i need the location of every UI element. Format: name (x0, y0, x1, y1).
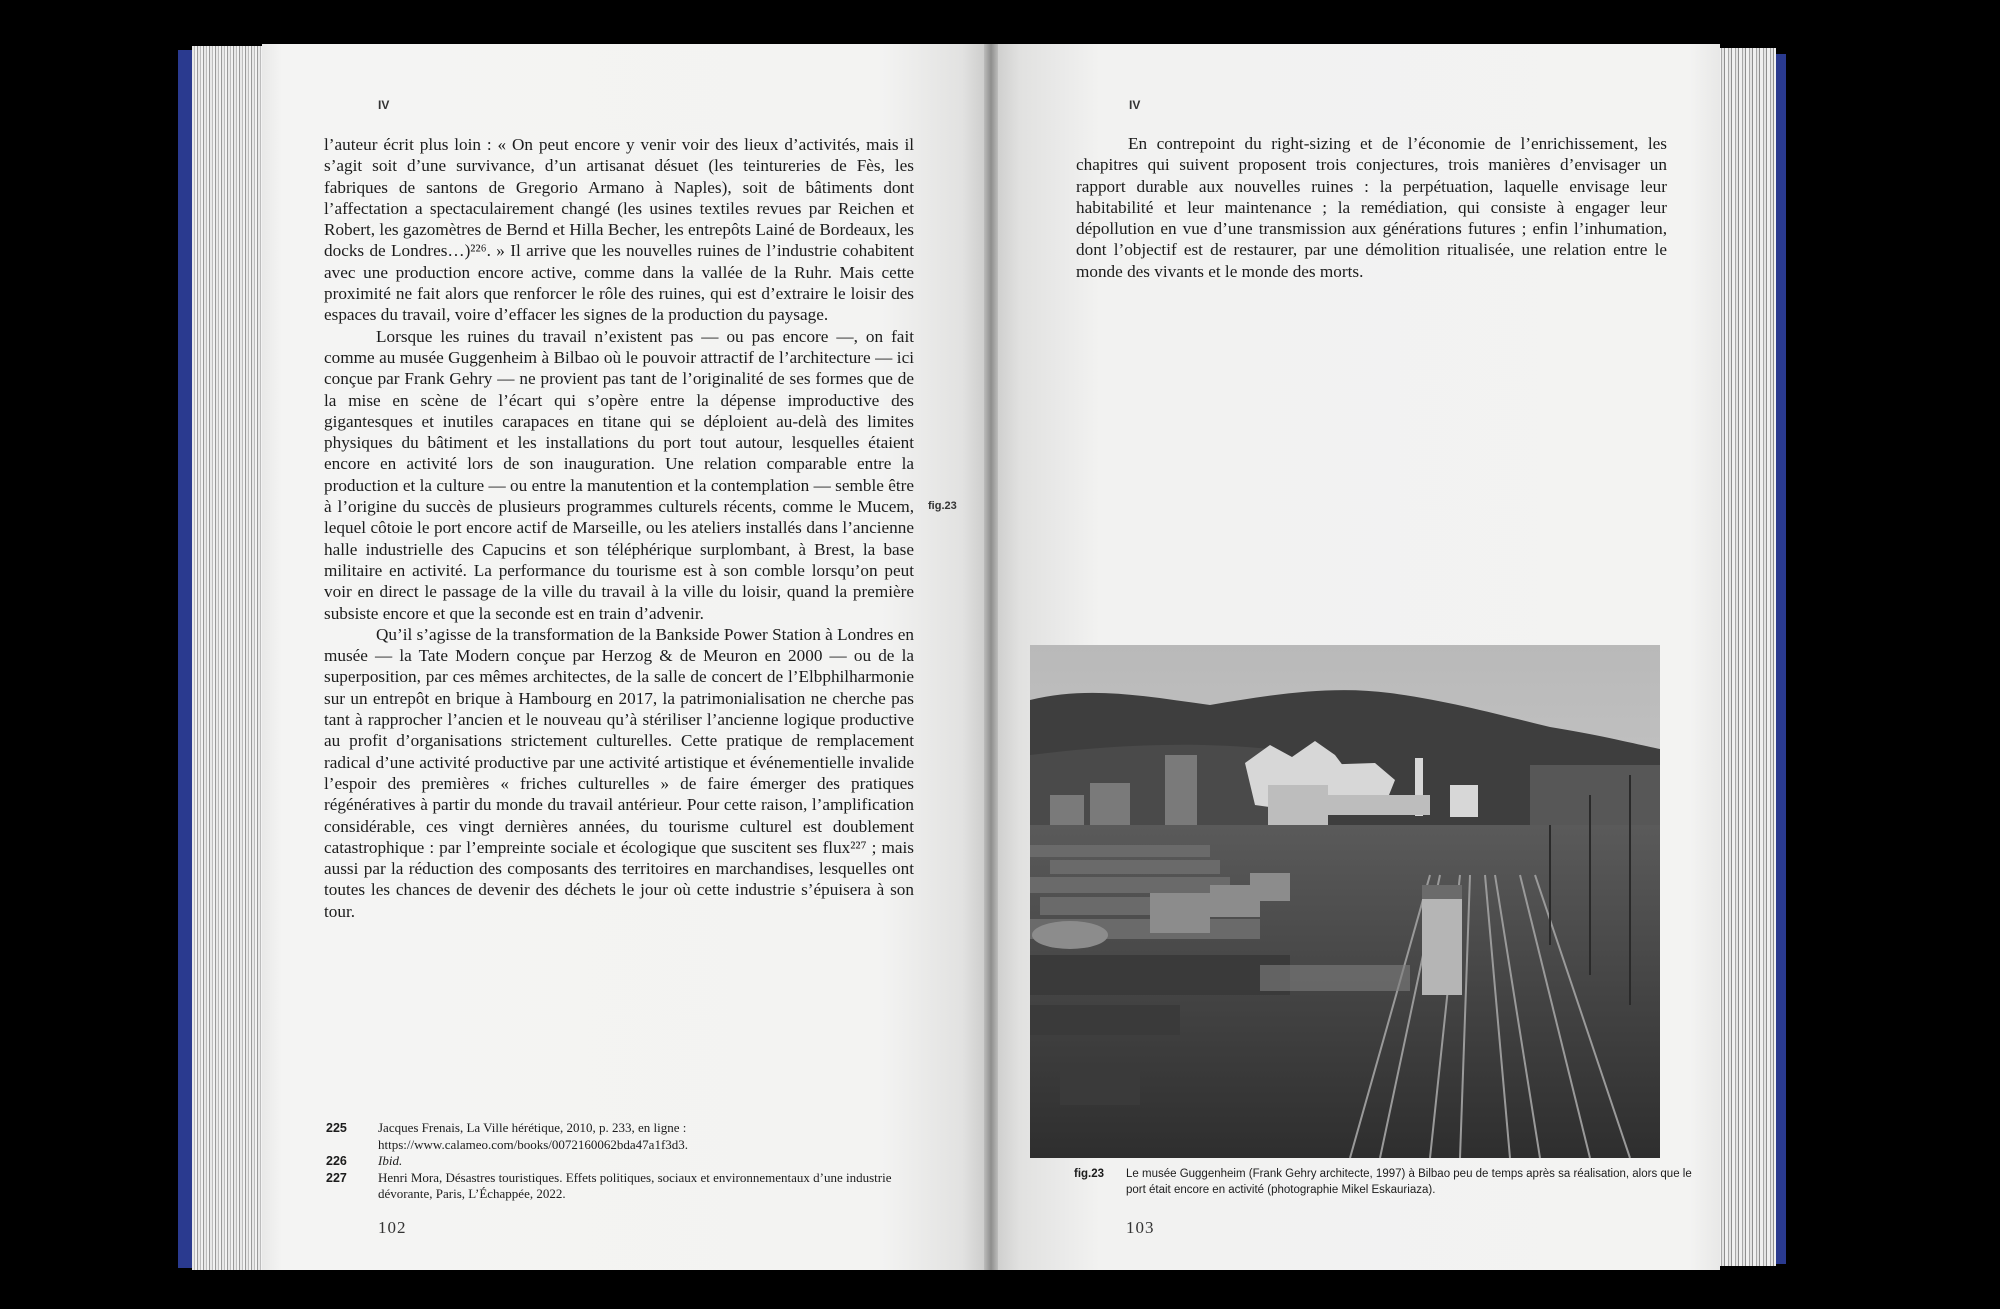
page-number-right: 103 (1126, 1218, 1155, 1237)
caption-text: Le musée Guggenheim (Frank Gehry architecte, 1997) à Bilbao peu de temps après sa réalisation, alors que le port était encore en activité (photographie Mikel Eskauriaza). (1126, 1168, 1692, 1196)
footnote (326, 1170, 916, 1203)
footnote-text: Ibid. (378, 1153, 403, 1168)
running-head-left: IV (378, 98, 390, 112)
footnote (326, 1120, 916, 1153)
figure-label: fig.23 (1074, 1168, 1105, 1180)
paragraph: Lorsque les ruines du travail n’existent pas — ou pas encore —, on fait comme au musée Guggenheim à Bilbao où le pouvoir attractif de l’architecture — ici conçue par Frank Gehry — ne provient pas tant de l’originalité de ses formes que de la mise en scène de l’écart qui s’opère entre la dépense improductive des gigantesques et inutiles carapaces en titane qui se déploient au-delà des limites physiques du bâtiment et les installations du port tout autour, lesquelles étaient encore en activité lors de son inauguration. Une relation comparable entre la production et la culture — ou entre la manutention et la contemplation — semble être à l’origine du succès de plusieurs programmes culturels récents, comme le Mucem, lequel côtoie le port encore actif de Marseille, ou les ateliers installés dans l’ancienne halle industrielle des Capucins et son téléphérique surplombant, à Brest, la base militaire en activité. La performance du tourisme est à son comble lorsqu’on peut voir en direct le passage de la ville du travail à la ville du loisir, quand la première subsiste encore et que la seconde est en train d’advenir. (324, 326, 914, 623)
paragraph: Qu’il s’agisse de la transformation de la Bankside Power Station à Londres en musée — la Tate Modern conçue par Herzog & de Meuron en 2000 — ou de la superposition, par ces mêmes architectes, de la salle de concert de l’Elbphilharmonie sur un entrepôt en brique à Hambourg en 2017, la patrimonialisation ne cherche pas tant à rapprocher l’ancien et le nouveau qu’à stériliser l’ancienne logique productive au profit d’organisations strictement culturelles. Cette pratique de remplacement radical d’une activité productive par une activité artistique et événementielle invalide l’espoir des premières « friches culturelles » de faire émerger des pratiques régénératives à partir du monde du travail antérieur. Pour cette raison, l’amplification considérable, ces vingt dernières années, du tourisme culturel est doublement catastrophique : par l’empreinte sociale et écologique que suscitent ses flux²²⁷ ; mais aussi par la réduction des composants des territoires en marchandises, lesquelles ont toutes les chances de devenir des déchets le jour où cette industrie s’épuisera à son tour. (324, 624, 914, 921)
footnote-text: Jacques Frenais, La Ville hérétique, 2010, p. 233, en ligne : https://www.calameo.com/books/0072160062bda47a1f3d3. (378, 1120, 689, 1152)
page-edges-right (1718, 48, 1776, 1266)
footnote (326, 1153, 916, 1170)
guggenheim-bilbao-photo (1030, 645, 1660, 1158)
running-head-right: IV (1129, 98, 1141, 112)
footnotes (326, 1120, 916, 1203)
footnote-number: 226 (326, 1154, 347, 1168)
footnote-number: 227 (326, 1170, 347, 1185)
paragraph: l’auteur écrit plus loin : « On peut encore y venir voir des lieux d’activités, mais il s’agit soit d’une survivance, d’un artisanat désuet (les teintureries de Fès, les fabriques de santons de Gregorio Armano à Naples), soit de bâtiments dont l’affectation a spectaculairement changé (les usines textiles revues par Reichen et Robert, les gazomètres de Bernd et Hilla Becher, les entrepôts Lainé de Bordeaux, les docks de Londres…)²²⁶. » Il arrive que les nouvelles ruines de l’industrie cohabitent avec une production encore active, comme dans la vallée de la Ruhr. Mais cette proximité ne fait alors que renforcer le rôle des ruines, qui est d’extraire le loisir des espaces du travail, voire d’effacer les signes de la production du paysage. (324, 135, 914, 325)
left-page-body (324, 134, 914, 922)
page-number-left: 102 (378, 1218, 407, 1237)
paragraph: En contrepoint du right-sizing et de l’économie de l’enrichissement, les chapitres qui suivent proposent trois conjectures, trois manières d’envisager un rapport durable aux nouvelles ruines : la perpétuation, laquelle envisage leur habitabilité et leur maintenance ; la remédiation, qui consiste à engager leur dépollution en vue d’une transmission aux générations futures ; enfin l’inhumation, dont l’objectif est de restaurer, par une démolition ritualisée, une relation entre le monde des vivants et le monde des morts. (1076, 134, 1667, 281)
footnote-text: Henri Mora, Désastres touristiques. Effets politiques, sociaux et environnementaux d’une industrie dévorante, Paris, L’Échappée, 2022. (378, 1169, 892, 1201)
footnote-number: 225 (326, 1121, 347, 1135)
margin-figure-reference: fig.23 (928, 500, 957, 512)
book-gutter (984, 44, 998, 1270)
figure-caption (1074, 1166, 1694, 1198)
right-page-body (1076, 133, 1667, 282)
page-edges-left (192, 46, 264, 1270)
